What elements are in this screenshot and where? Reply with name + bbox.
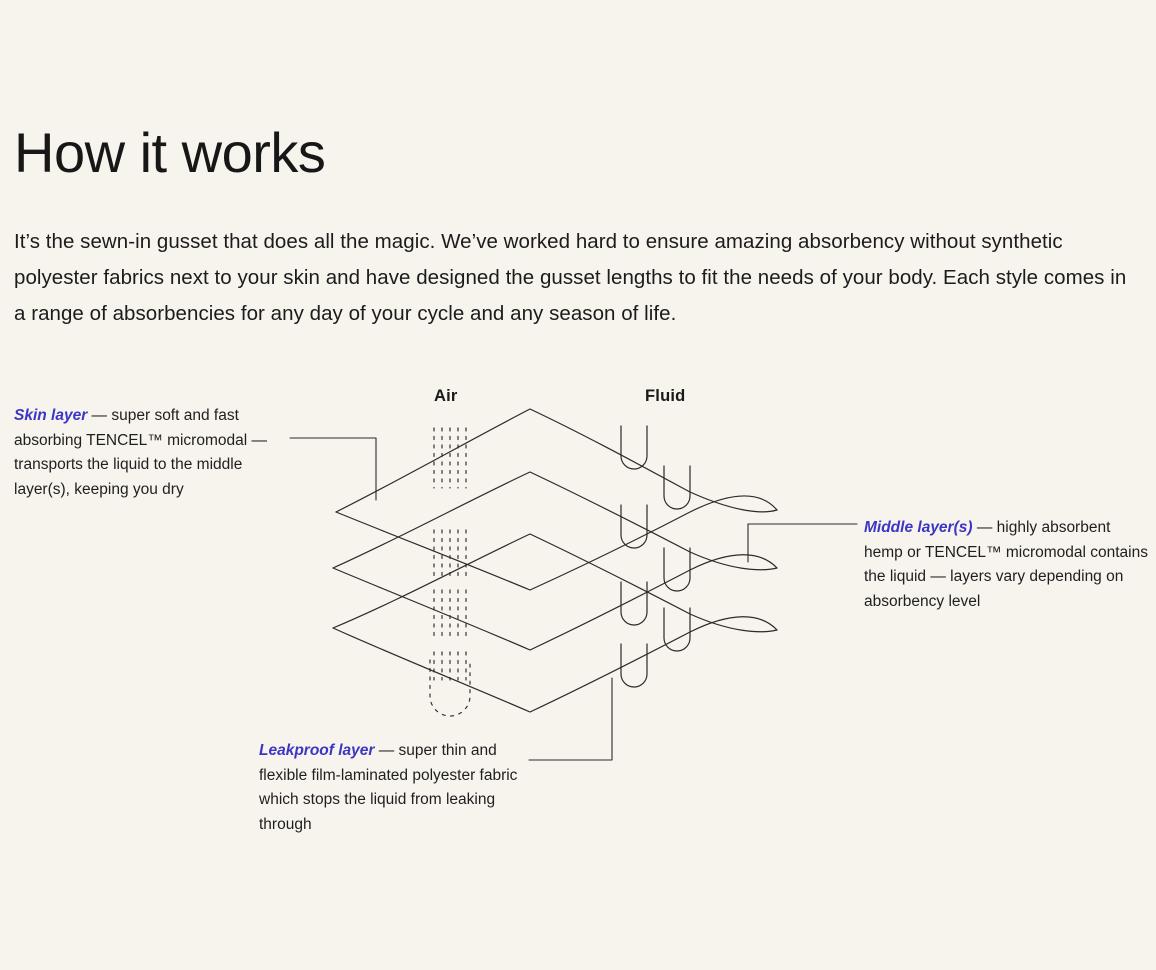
callout-leakproof-layer-body: — super thin and flexible film-laminated polyester fabric which stops the liquid from leaking through <box>259 742 518 833</box>
callout-skin-layer-body: — super soft and fast absorbing TENCEL™ micromodal — transports the liquid to the middle layer(s), keeping you dry <box>14 407 267 498</box>
callout-middle-layers <box>864 516 1152 614</box>
flow-label-fluid: Fluid <box>645 387 686 405</box>
leader-lines <box>290 438 857 760</box>
callout-leakproof-layer <box>259 739 529 837</box>
page-title: How it works <box>14 121 326 184</box>
callout-skin-layer <box>14 404 286 502</box>
fluid-droplets <box>621 426 690 687</box>
callout-skin-layer-lead: Skin layer <box>14 407 88 424</box>
callout-middle-layers-body: — highly absorbent hemp or TENCEL™ micromodal contains the liquid — layers vary depending on absorbency level <box>864 519 1148 610</box>
flow-label-air: Air <box>434 387 458 405</box>
skin-layer-sheet <box>336 409 777 590</box>
callout-middle-layers-lead: Middle layer(s) <box>864 519 973 536</box>
callout-leakproof-layer-lead: Leakproof layer <box>259 742 375 759</box>
intro-paragraph: It’s the sewn-in gusset that does all the magic. We’ve worked hard to ensure amazing absorbency without synthetic polyester fabrics next to your skin and have designed the gusset lengths to fit the needs of your body. Each style comes in a range of absorbencies for any day of your cycle and any season of life. <box>14 230 1127 325</box>
